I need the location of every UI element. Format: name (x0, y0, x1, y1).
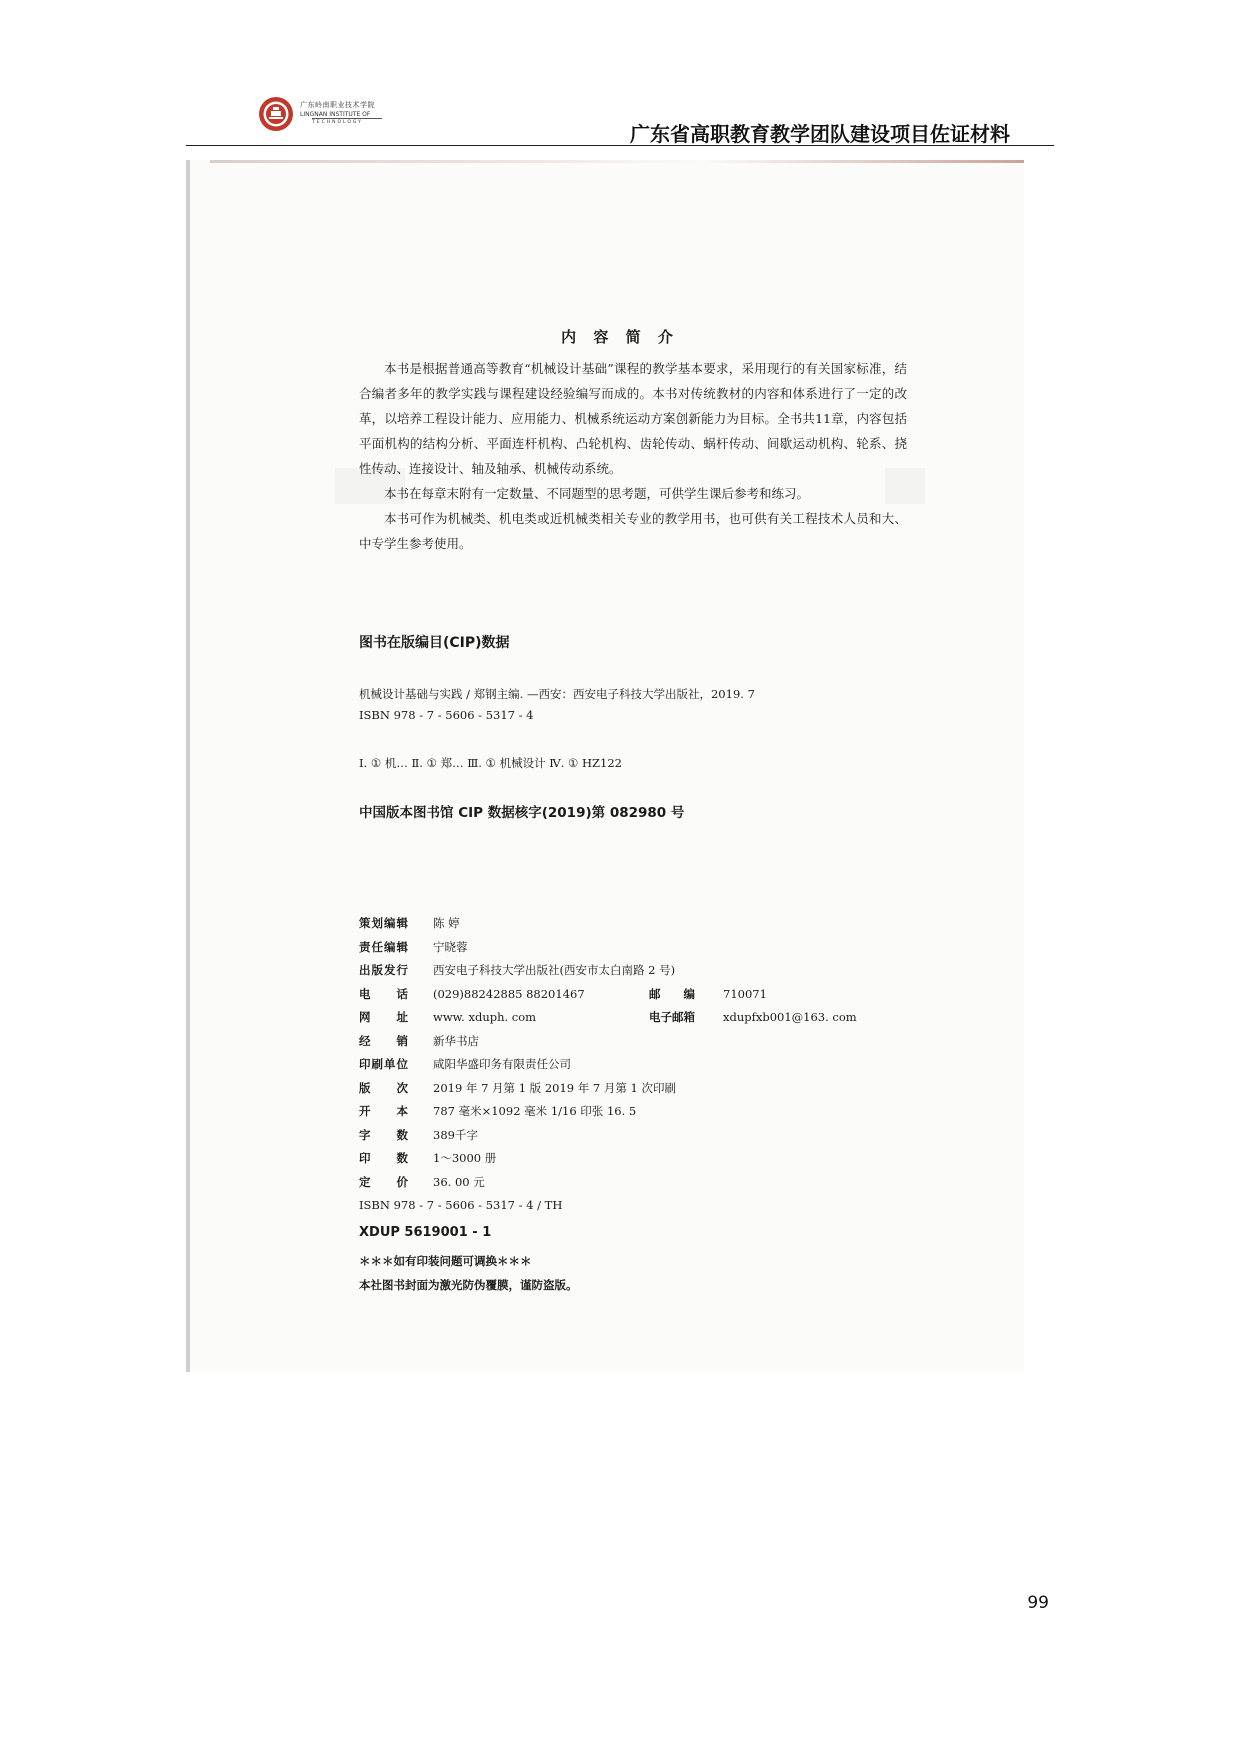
info-row (359, 983, 919, 1007)
info-value: 宁晓蓉 (433, 939, 468, 954)
intro-paragraph: 本书可作为机械类、机电类或近机械类相关专业的教学用书，也可供有关工程技术人员和大、中专学生参考使用。 (359, 511, 907, 551)
cip-classification: Ⅰ. ① 机… Ⅱ. ① 郑… Ⅲ. ① 机械设计 Ⅳ. ① HZ122 (359, 756, 622, 770)
header-title: 广东省高职教育教学团队建设项目佐证材料 (630, 122, 1010, 146)
info-label: 网 址 (359, 1010, 409, 1024)
info-row (359, 1077, 919, 1101)
info-value: 新华书店 (433, 1033, 479, 1048)
info-row (359, 1006, 919, 1030)
scan-top-edge (210, 160, 1024, 163)
info-row (359, 936, 919, 960)
print-issue-note: ＊＊＊如有印装问题可调换＊＊＊ (359, 1254, 532, 1268)
info-label: 印刷单位 (359, 1057, 409, 1071)
info-label: 电子邮箱 (649, 1010, 695, 1024)
info-value: 787 毫米×1092 毫米 1/16 印张 16. 5 (433, 1104, 637, 1118)
info-value: 389千字 (433, 1127, 478, 1142)
info-value: 2019 年 7 月第 1 版 2019 年 7 月第 1 次印刷 (433, 1080, 677, 1095)
info-value: 咸阳华盛印务有限责任公司 (433, 1057, 571, 1071)
info-value: 1～3000 册 (433, 1151, 497, 1165)
info-label: 电 话 (359, 986, 409, 1001)
info-row (359, 1100, 919, 1124)
header-divider (186, 145, 1054, 146)
anti-piracy-note: 本社图书封面为激光防伪覆膜，谨防盗版。 (359, 1277, 578, 1292)
info-value: xdupfxb001@163. com (723, 1010, 857, 1024)
info-label: 策划编辑 (359, 916, 409, 930)
info-value: 西安电子科技大学出版社(西安市太白南路 2 号) (433, 963, 676, 977)
cip-title: 图书在版编目(CIP)数据 (359, 635, 510, 651)
info-row (359, 912, 919, 936)
intro-heading: 内 容 简 介 (561, 328, 679, 346)
info-label: 邮 编 (649, 986, 695, 1001)
xdup-code: XDUP 5619001 - 1 (359, 1224, 492, 1240)
info-row (359, 1030, 919, 1054)
info-value: 36. 00 元 (433, 1174, 485, 1189)
info-row (359, 1053, 919, 1077)
info-label: 出版发行 (359, 963, 409, 977)
info-label: 版 次 (359, 1080, 409, 1095)
info-label: 印 数 (359, 1151, 409, 1165)
logo-en2: TECHNOLOGY (312, 118, 382, 125)
info-row (359, 1147, 919, 1171)
info-value: www. xduph. com (433, 1010, 537, 1024)
info-label: 责任编辑 (359, 939, 409, 954)
info-value: 陈 婷 (433, 916, 460, 930)
info-row (359, 1124, 919, 1148)
info-label: 字 数 (359, 1127, 409, 1142)
college-logo-icon (258, 96, 294, 132)
info-value: (029)88242885 88201467 (433, 986, 585, 1001)
page-number: 99 (1027, 1593, 1049, 1613)
info-label: 定 价 (359, 1174, 409, 1189)
logo-en: LINGNAN INSTITUTE OF (300, 111, 371, 118)
info-label: 开 本 (359, 1104, 409, 1118)
info-row (359, 1171, 919, 1195)
isbn-full: ISBN 978 - 7 - 5606 - 5317 - 4 / TH (359, 1198, 563, 1212)
intro-paragraph: 本书在每章末附有一定数量、不同题型的思考题，可供学生课后参考和练习。 (384, 486, 810, 501)
logo-cn: 广东岭南职业技术学院 (300, 101, 375, 109)
intro-text (359, 356, 907, 556)
intro-paragraph: 本书是根据普通高等教育“机械设计基础”课程的教学基本要求，采用现行的有关国家标准，结合编者多年的教学实践与课程建设经验编写而成的。本书对传统教材的内容和体系进行了一定的改革，以培养工程设计能力、应用能力、机械系统运动方案创新能力为目标。全书共11章，内容包括平面机构的结构分析、平面连杆机构、凸轮机构、齿轮传动、蜗杆传动、间歇运动机构、轮系、挠性传动、连接设计、轴及轴承、机械传动系统。 (359, 361, 907, 476)
publication-info (359, 912, 919, 1297)
cip-line: 机械设计基础与实践 / 郑钢主编. —西安：西安电子科技大学出版社，2019. 7 (359, 687, 755, 701)
cip-isbn: ISBN 978 - 7 - 5606 - 5317 - 4 (359, 708, 534, 722)
info-value: 710071 (723, 986, 767, 1001)
cip-approval-number: 中国版本图书馆 CIP 数据核字(2019)第 082980 号 (359, 805, 685, 821)
info-row (359, 959, 919, 983)
info-label: 经 销 (359, 1033, 409, 1048)
college-logo-text (300, 100, 382, 125)
